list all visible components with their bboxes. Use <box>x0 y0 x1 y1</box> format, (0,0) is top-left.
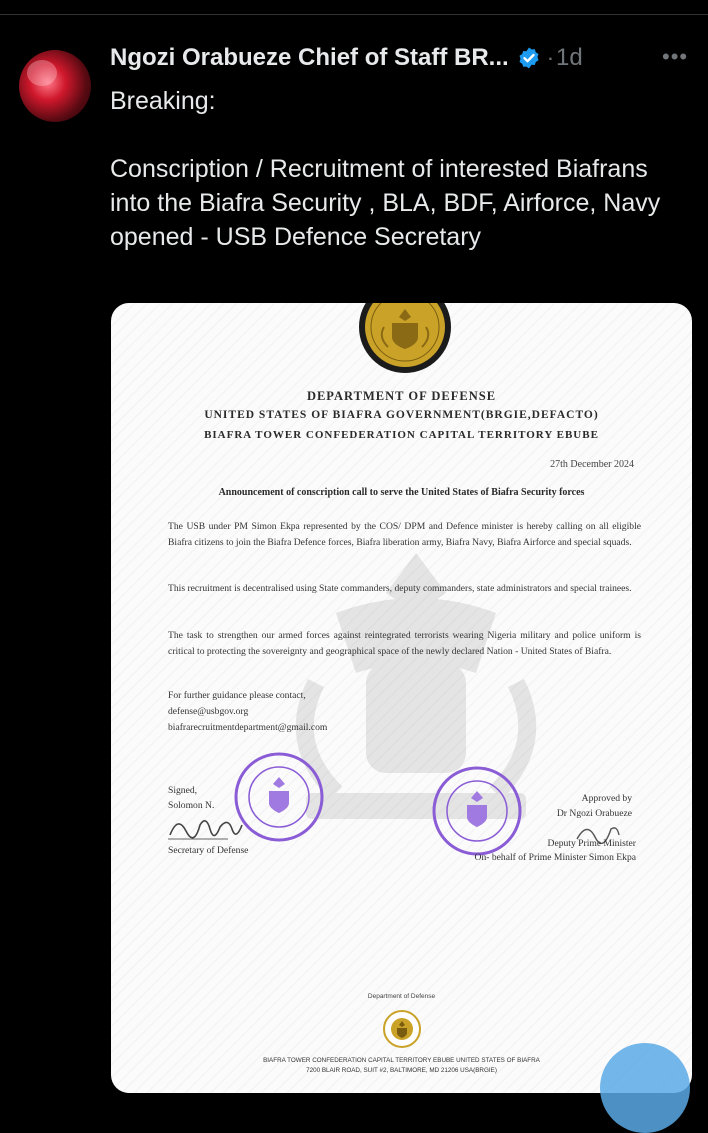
document-paragraph: This recruitment is decentralised using State commanders, deputy commanders, state administrators and special trainees. <box>168 583 632 594</box>
document-subject: Announcement of conscription call to serve the United States of Biafra Security forces <box>218 487 585 498</box>
document-paragraph: The task to strengthen our armed forces against reintegrated terrorists wearing Nigeria military and police uniform is critical to protecting the sovereignty and geographical space of the newly declared Nation - United States of Biafra. <box>168 630 641 657</box>
post-header <box>110 44 583 72</box>
signature-icon <box>166 811 246 843</box>
document-date: 27th December 2024 <box>550 459 634 470</box>
document-paragraph: The USB under PM Simon Ekpa represented by the COS/ DPM and Defence minister is hereby calling on all eligible Biafra citizens to join the Biafra Defence forces, Biafra liberation army, Biafra Navy, Biafra Airforce and special squads. <box>168 521 641 548</box>
secretary-title: Secretary of Defense <box>168 845 249 856</box>
more-options-icon[interactable]: ••• <box>662 44 689 69</box>
official-stamp-icon <box>233 751 325 843</box>
dpm-behalf: On- behalf of Prime Minister Simon Ekpa <box>474 852 636 863</box>
dpm-block <box>475 837 636 865</box>
post-text-line: Conscription / Recruitment of interested Biafrans into the Biafra Security , BLA, BDF, Airforce, Navy opened - USB Defence Secretary <box>110 155 661 251</box>
document-territory: BIAFRA TOWER CONFEDERATION CAPITAL TERRITORY EBUBE <box>204 429 599 441</box>
post-text <box>110 84 670 254</box>
footer-address: 7200 BLAIR ROAD, SUIT #2, BALTIMORE, MD 21206 USA(BRGIE) <box>306 1067 497 1074</box>
floating-action-button[interactable] <box>600 1043 690 1133</box>
verified-badge-icon <box>517 46 541 70</box>
signatory-name: Solomon N. <box>168 800 215 811</box>
contact-block <box>168 688 327 736</box>
footer-seal-icon <box>382 1009 422 1049</box>
signed-block <box>168 783 214 813</box>
top-divider <box>0 14 708 15</box>
post-text-line: Breaking: <box>110 87 216 115</box>
contact-email: biafrarecruitmentdepartment@gmail.com <box>168 722 328 733</box>
separator-dot: · <box>546 45 555 70</box>
author-name[interactable]: Ngozi Orabueze Chief of Staff BR... <box>110 44 509 71</box>
signed-label: Signed, <box>168 785 198 796</box>
attached-document-image[interactable] <box>111 303 692 1093</box>
footer-address: BIAFRA TOWER CONFEDERATION CAPITAL TERRITORY EBUBE UNITED STATES OF BIAFRA <box>263 1057 540 1064</box>
dpm-title: Deputy Prime Minister <box>547 838 636 849</box>
footer-department: Department of Defense <box>367 993 436 1000</box>
contact-line: For further guidance please contact, <box>168 690 306 701</box>
post-time[interactable]: 1d <box>556 44 583 71</box>
contact-email: defense@usbgov.org <box>168 706 249 717</box>
document-heading: DEPARTMENT OF DEFENSE <box>306 389 497 403</box>
author-avatar[interactable] <box>19 50 91 122</box>
department-seal-icon <box>356 303 454 375</box>
document-government: UNITED STATES OF BIAFRA GOVERNMENT(BRGIE,DEFACTO) <box>204 409 599 421</box>
approved-block <box>557 791 632 821</box>
approved-label: Approved by <box>581 793 632 804</box>
approver-name: Dr Ngozi Orabueze <box>556 808 632 819</box>
